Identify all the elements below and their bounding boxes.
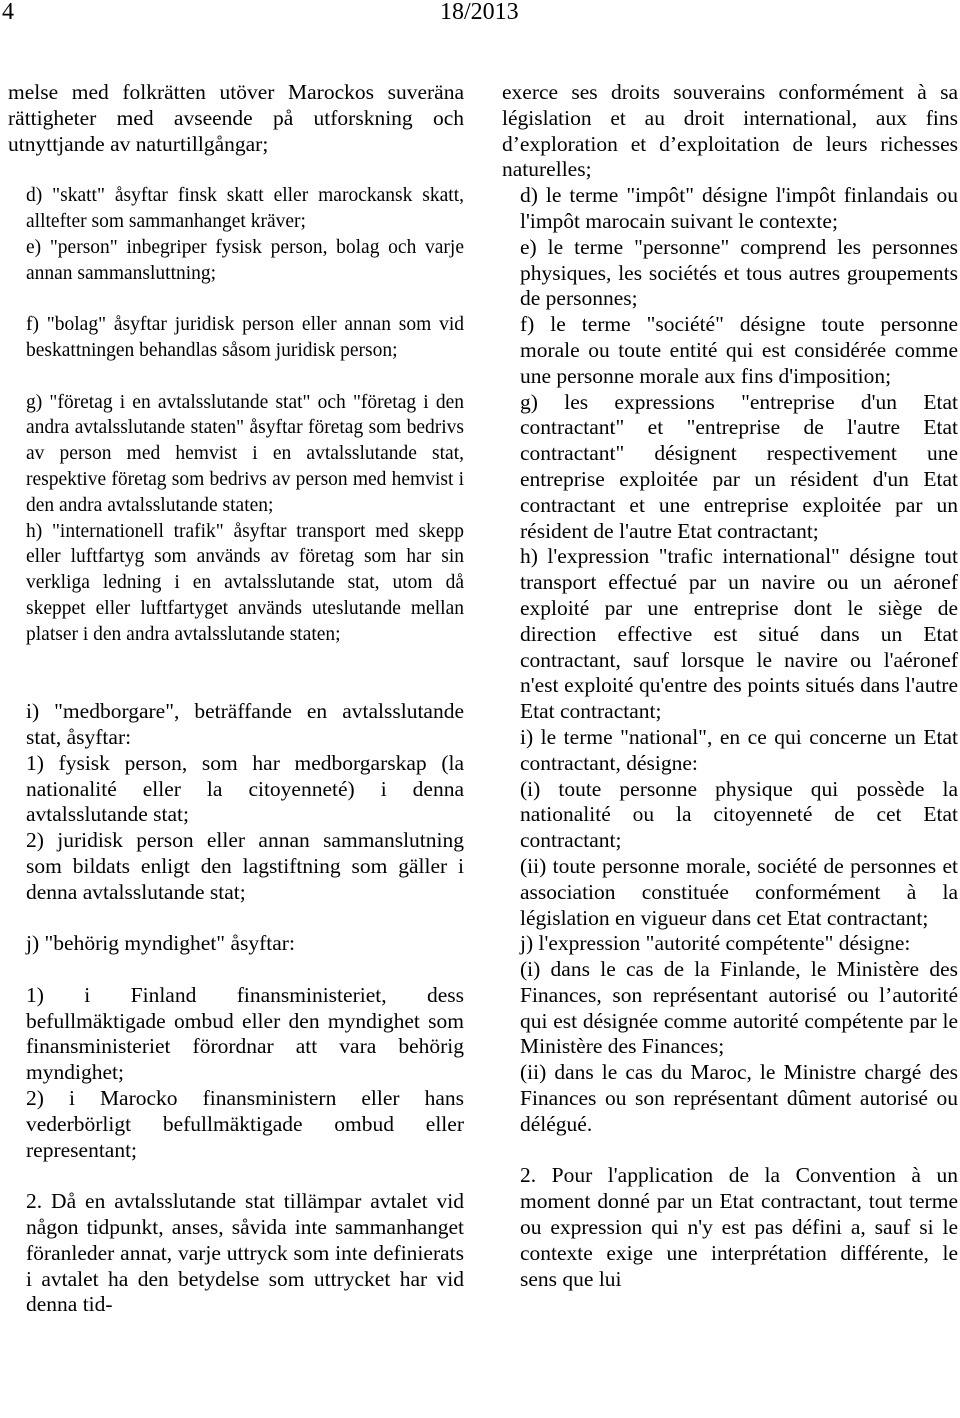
swedish-paragraph: 1) i Finland finansministeriet, dess befullmäktigade ombud eller den myndighet som finansministeriet förordnar att vara behörig myndighet; [26,982,464,1085]
issue-number: 18/2013 [440,0,519,25]
french-paragraph: (ii) toute personne morale, société de personnes et association constituée conformément à la législation en vigueur dans cet Etat contractant; [520,853,958,930]
swedish-paragraph: 2) juridisk person eller annan sammanslutning som bildats enligt den lagstiftning som gäller i denna avtalsslutande stat; [26,828,464,904]
french-paragraph: (i) dans le cas de la Finlande, le Ministère des Finances, son représentant autorisé ou l’autorité qui est désignée comme autorité compétente par le Ministère des Finances; [520,957,958,1059]
page-number: 4 [2,0,14,25]
swedish-paragraph: j) "behörig myndighet" åsyftar: [26,931,295,956]
french-paragraph: (i) toute personne physique qui possède la nationalité ou la citoyenneté de cet Etat contractant; [520,776,958,853]
swedish-column [8,80,464,1318]
french-paragraph: d) le terme "impôt" désigne l'impôt finlandais ou l'impôt marocain suivant le contexte; [520,183,958,233]
french-paragraph: g) les expressions "entreprise d'un Etat contractant" et "entreprise de l'autre Etat contractant" désignent respectivement une entreprise exploitée par un résident d'un Etat contractant et une entreprise exploitée par un résident de l'autre Etat contractant; [520,389,958,543]
swedish-paragraph: g) "företag i en avtalsslutande stat" och "företag i den andra avtalsslutande staten" åsyftar företag som bedrivs av person med hemvist i en avtalsslutande stat, respektive företag som bedrivs av person med hemvist i den andra avtalsslutande staten; [26,391,464,516]
swedish-paragraph: d) "skatt" åsyftar finsk skatt eller marockansk skatt, alltefter som sammanhanget kräver; [26,185,464,232]
swedish-paragraph: e) "person" inbegriper fysisk person, bolag och varje annan sammansluttning; [26,236,464,284]
swedish-paragraph: 2) i Marocko finansministern eller hans vederbörligt befullmäktigade ombud eller representant; [26,1086,464,1162]
french-paragraph: 2. Pour l'application de la Convention à un moment donné par un Etat contractant, tout terme ou expression qui n'y est pas défini a, sauf si le contexte exige une interprétation différente, le sens que lui [520,1163,958,1291]
swedish-paragraph: 1) fysisk person, som har medborgarskap (la nationalité eller la citoyenneté) i denna avtalsslutande stat; [26,750,464,827]
french-column [502,80,958,1292]
french-paragraph: (ii) dans le cas du Maroc, le Ministre chargé des Finances ou son représentant dûment autorisé ou délégué. [520,1060,958,1136]
swedish-paragraph: f) "bolag" åsyftar juridisk person eller annan som vid beskattningen behandlas såsom juridisk person; [26,314,464,361]
swedish-paragraph: 2. Då en avtalsslutande stat tillämpar avtalet vid någon tidpunkt, anses, såvida inte sammanhanget föranleder annat, varje uttryck som inte definierats i avtalet ha den betydelse som uttrycket har vid denna tid- [26,1189,464,1317]
french-paragraph: h) l'expression "trafic international" désigne tout transport effectué par un navire ou un aéronef exploité par une entreprise dont le siège de direction effective est situé dans un Etat contractant, sauf lorsque le navire ou l'aéronef n'est exploité qu'entre des points situés dans l'autre Etat contractant; [520,544,958,724]
page-header [0,0,960,30]
french-paragraph: exerce ses droits souverains conformément à sa législation et au droit international, aux fins d’exploration et d’exploitation de leurs richesses naturelles; [502,80,958,182]
french-paragraph: f) le terme "société" désigne toute personne morale ou toute entité qui est considérée comme une personne morale aux fins d'imposition; [520,312,958,388]
french-paragraph: e) le terme "personne" comprend les personnes physiques, les sociétés et tous autres groupements de personnes; [520,234,958,311]
french-paragraph: i) le terme "national", en ce qui concerne un Etat contractant, désigne: [520,724,958,775]
swedish-paragraph: i) "medborgare", beträffande en avtalsslutande stat, åsyftar: [26,699,464,749]
french-paragraph: j) l'expression "autorité compétente" désigne: [520,931,911,956]
swedish-paragraph: melse med folkrätten utöver Marockos suveräna rättigheter med avseende på utforskning och utnyttjande av naturtillgångar; [8,80,464,156]
swedish-paragraph: h) "internationell trafik" åsyftar transport med skepp eller luftfartyg som används av företag som har sin verkliga ledning i en avtalsslutande stat, utom då skeppet eller luftfartyget används uteslutande mellan platser i den andra avtalsslutande staten; [26,520,464,645]
